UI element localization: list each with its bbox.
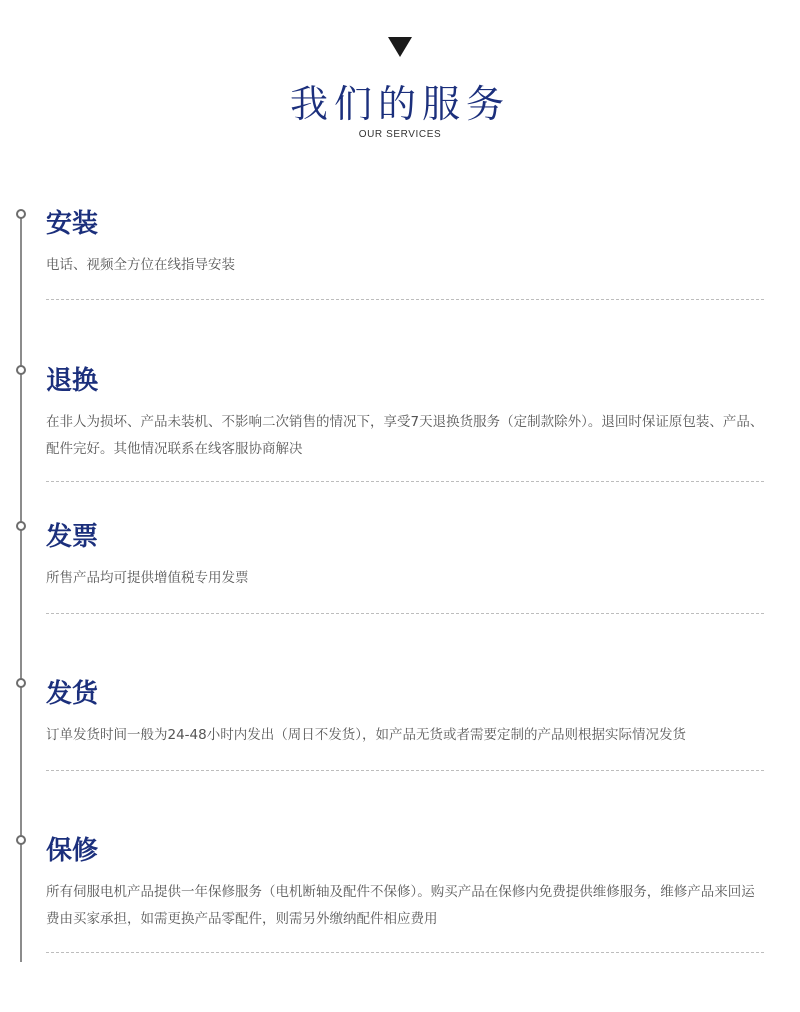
circle-node-icon — [16, 521, 26, 531]
section-description: 电话、视频全方位在线指导安装 — [46, 257, 235, 273]
page-subtitle: OUR SERVICES — [358, 129, 442, 140]
section-title: 退换 — [46, 366, 99, 396]
service-section-install — [46, 207, 764, 279]
section-title: 发票 — [46, 522, 99, 552]
dashed-divider — [46, 613, 764, 614]
section-description: 所售产品均可提供增值税专用发票 — [46, 570, 249, 586]
circle-node-icon — [16, 209, 26, 219]
section-title: 安装 — [46, 209, 99, 239]
section-title: 发货 — [46, 679, 99, 709]
page-title: 我们的服务 — [289, 82, 510, 126]
dashed-divider — [46, 952, 764, 953]
dashed-divider — [46, 299, 764, 300]
circle-node-icon — [16, 678, 26, 688]
dashed-divider — [46, 770, 764, 771]
triangle-down-icon — [388, 37, 412, 57]
circle-node-icon — [16, 835, 26, 845]
service-section-warranty — [46, 834, 764, 933]
section-title: 保修 — [46, 836, 99, 866]
section-description: 所有伺服电机产品提供一年保修服务（电机断轴及配件不保修）。购买产品在保修内免费提供维修服务，维修产品来回运费由买家承担，如需更换产品零配件，则需另外缴纳配件相应费用 — [46, 884, 755, 927]
section-description: 订单发货时间一般为24-48小时内发出（周日不发货），如产品无货或者需要定制的产品则根据实际情况发货 — [46, 727, 686, 743]
timeline-line — [20, 215, 22, 962]
service-section-return — [46, 364, 764, 463]
service-section-shipping — [46, 677, 764, 749]
dashed-divider — [46, 481, 764, 482]
service-section-invoice — [46, 520, 764, 592]
circle-node-icon — [16, 365, 26, 375]
section-description: 在非人为损坏、产品未装机、不影响二次销售的情况下，享受7天退换货服务（定制款除外）。退回时保证原包装、产品、配件完好。其他情况联系在线客服协商解决 — [46, 414, 764, 457]
